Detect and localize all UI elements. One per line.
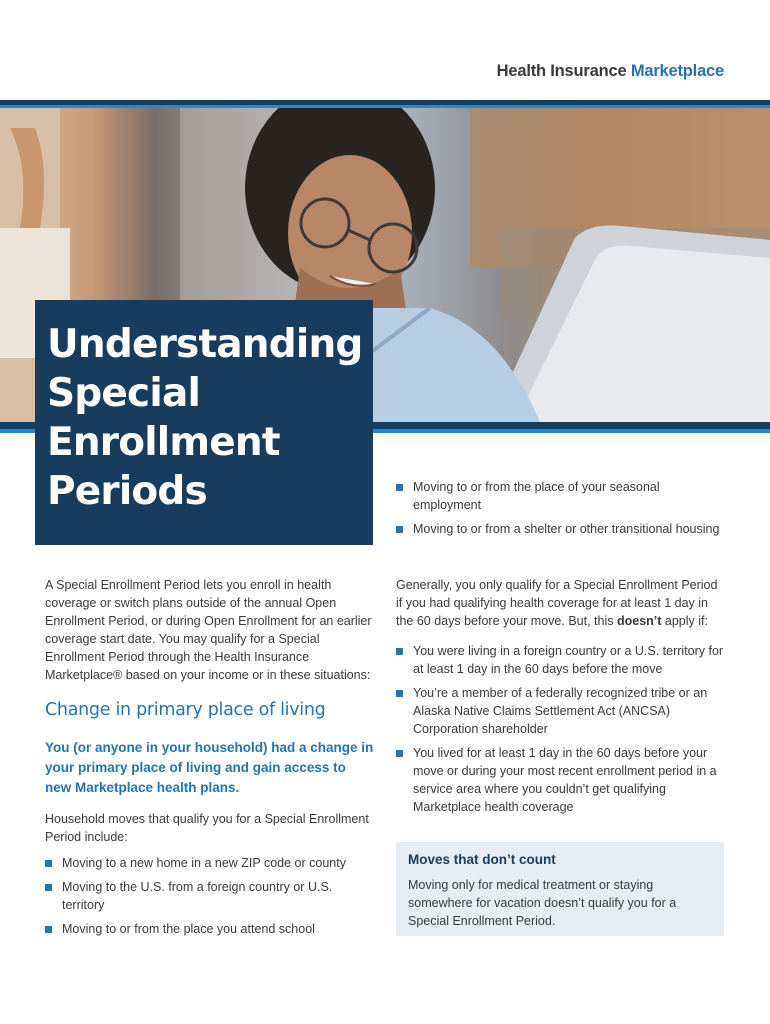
section-heading: Change in primary place of living xyxy=(45,700,326,720)
right-column xyxy=(396,576,726,822)
right-top-list xyxy=(396,478,726,544)
list-item: You lived for at least 1 day in the 60 days before your move or during your most recent enrollment period in a service area where you couldn’t get qualifying Marketplace health coverage xyxy=(396,744,726,816)
qualify-paragraph: Generally, you only qualify for a Special Enrollment Period if you had qualifying health coverage for at least 1 day in the 60 days before your move. But, this doesn’t apply if: xyxy=(396,578,718,628)
list-item: You’re a member of a federally recognized tribe or an Alaska Native Claims Settlement Act (ANCSA) Corporation shareholder xyxy=(396,684,726,738)
moves-list xyxy=(45,854,375,938)
section-subheading: You (or anyone in your household) had a change in your primary place of living and gain access to new Marketplace health plans. xyxy=(45,740,374,795)
square-bullet-icon xyxy=(45,926,52,933)
list-item: Moving to or from the place of your seasonal employment xyxy=(396,478,726,514)
left-column xyxy=(45,576,375,944)
list-item: Moving to a new home in a new ZIP code or county xyxy=(45,854,375,872)
square-bullet-icon xyxy=(396,690,403,697)
square-bullet-icon xyxy=(396,484,403,491)
square-bullet-icon xyxy=(396,750,403,757)
title-line-4: Periods xyxy=(47,469,207,514)
square-bullet-icon xyxy=(396,526,403,533)
square-bullet-icon xyxy=(45,860,52,867)
title-line-1: Understanding xyxy=(47,322,363,367)
square-bullet-icon xyxy=(396,648,403,655)
title-line-3: Enrollment xyxy=(47,420,280,465)
moves-intro: Household moves that qualify you for a Special Enrollment Period include: xyxy=(45,812,369,844)
title-line-2: Special xyxy=(47,371,201,416)
brand-name-part2: Marketplace xyxy=(630,62,724,80)
list-item: Moving to or from a shelter or other transitional housing xyxy=(396,520,726,538)
exceptions-list xyxy=(396,642,726,816)
callout-text: Moving only for medical treatment or staying somewhere for vacation doesn’t qualify you for a Special Enrollment Period. xyxy=(408,878,677,928)
square-bullet-icon xyxy=(45,884,52,891)
list-item: Moving to the U.S. from a foreign country or U.S. territory xyxy=(45,878,375,914)
intro-paragraph: A Special Enrollment Period lets you enroll in health coverage or switch plans outside of the annual Open Enrollment Period, or during Open Enrollment for an earlier coverage start date. You may qualify for a Special Enrollment Period through the Health Insurance Marketplace® based on your income or in these situations: xyxy=(45,578,372,682)
brand-name-part1: Health Insurance xyxy=(496,62,631,80)
title-box xyxy=(35,300,373,545)
brand-logo xyxy=(497,62,724,81)
list-item: Moving to or from the place you attend school xyxy=(45,920,375,938)
page-title xyxy=(47,320,361,516)
emphasis-doesnt: doesn’t xyxy=(616,614,662,628)
callout-title: Moves that don’t count xyxy=(408,852,556,867)
list-item: You were living in a foreign country or a U.S. territory for at least 1 day in the 60 days before the move xyxy=(396,642,726,678)
callout-box xyxy=(396,842,724,936)
